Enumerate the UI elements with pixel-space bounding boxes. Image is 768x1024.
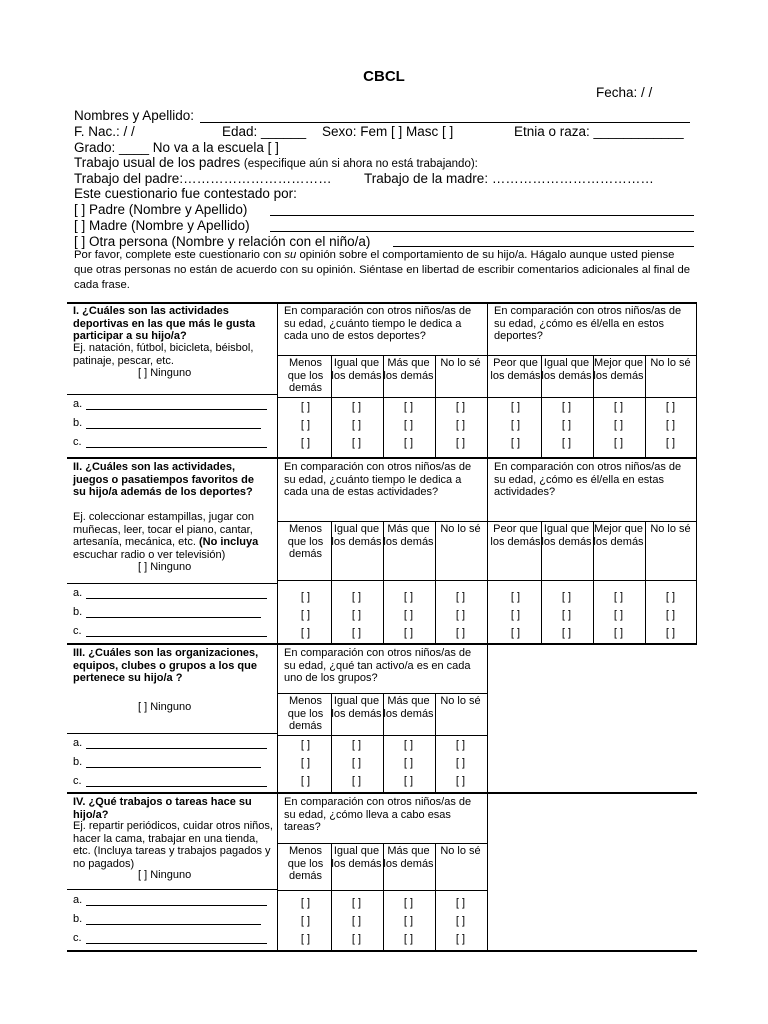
answer-line-b[interactable]	[86, 617, 261, 618]
section-title: I. ¿Cuáles son las actividades deportivas en las que más le gusta participar a su hijo/a?	[73, 305, 256, 342]
table-bottom-rule	[67, 950, 697, 952]
answer-line-c[interactable]	[86, 636, 267, 637]
header-rule	[278, 735, 487, 736]
rating-checkbox[interactable]: [ ]	[561, 401, 572, 413]
rating-checkbox[interactable]: [ ]	[300, 757, 311, 769]
header-rule	[488, 355, 696, 356]
rating-checkbox[interactable]: [ ]	[300, 933, 311, 945]
edad-field[interactable]: Edad: ______	[222, 124, 307, 139]
otra-line[interactable]	[393, 246, 694, 247]
section-title: IV. ¿Qué trabajos o tareas hace su hijo/a?	[73, 796, 252, 821]
rating-checkbox[interactable]: [ ]	[665, 609, 676, 621]
trabajo-madre-field[interactable]: Trabajo de la madre: ………………………………	[364, 171, 654, 186]
rating-checkbox[interactable]: [ ]	[351, 757, 362, 769]
comparison-question: En comparación con otros niños/as de su edad, ¿qué tan activo/a es en cada uno de los grupos?	[284, 647, 472, 684]
answer-line-b[interactable]	[86, 767, 261, 768]
column-header-igual: Igual que los demás	[331, 357, 382, 382]
rating-checkbox[interactable]: [ ]	[561, 419, 572, 431]
rating-checkbox[interactable]: [ ]	[510, 609, 521, 621]
rating-checkbox[interactable]: [ ]	[561, 437, 572, 449]
rating-checkbox[interactable]: [ ]	[455, 915, 466, 927]
fnac-field[interactable]: F. Nac.: / /	[74, 124, 135, 139]
rating-checkbox[interactable]: [ ]	[300, 897, 311, 909]
etnia-field[interactable]: Etnia o raza: ____________	[514, 124, 684, 139]
rating-checkbox[interactable]: [ ]	[510, 401, 521, 413]
rating-checkbox[interactable]: [ ]	[455, 401, 466, 413]
rating-checkbox[interactable]: [ ]	[351, 609, 362, 621]
answer-line-b[interactable]	[86, 924, 261, 925]
section-divider	[67, 457, 697, 459]
rating-checkbox[interactable]: [ ]	[300, 739, 311, 751]
item-label-c: c.	[73, 436, 82, 448]
rating-checkbox[interactable]: [ ]	[455, 591, 466, 603]
rating-checkbox[interactable]: [ ]	[613, 627, 624, 639]
rating-checkbox[interactable]: [ ]	[403, 897, 414, 909]
rating-checkbox[interactable]: [ ]	[351, 915, 362, 927]
item-label-b: b.	[73, 756, 83, 768]
column-header-igual: Igual que los demás	[541, 357, 592, 382]
column-header-menos: Menos que los demás	[287, 695, 324, 732]
rating-checkbox[interactable]: [ ]	[351, 739, 362, 751]
rating-checkbox[interactable]: [ ]	[351, 933, 362, 945]
answer-line-a[interactable]	[86, 409, 267, 410]
item-label-a: a.	[73, 894, 83, 906]
rating-checkbox[interactable]: [ ]	[455, 627, 466, 639]
column-header-mas: Más que los demás	[383, 845, 434, 870]
column-header-menos: Menos que los demás	[287, 357, 324, 394]
rating-checkbox[interactable]: [ ]	[300, 915, 311, 927]
rating-checkbox[interactable]: [ ]	[403, 591, 414, 603]
rating-checkbox[interactable]: [ ]	[510, 591, 521, 603]
rating-checkbox[interactable]: [ ]	[300, 609, 311, 621]
rating-checkbox[interactable]: [ ]	[665, 627, 676, 639]
rating-checkbox[interactable]: [ ]	[455, 897, 466, 909]
rating-checkbox[interactable]: [ ]	[665, 401, 676, 413]
table-top-rule	[67, 302, 697, 304]
rating-checkbox[interactable]: [ ]	[403, 775, 414, 787]
column-header-nolo: No lo sé	[650, 523, 691, 535]
column-header-peor: Peor que los demás	[490, 357, 541, 382]
contestado-label: Este cuestionario fue contestado por:	[74, 186, 297, 201]
cell-divider	[645, 521, 646, 643]
rating-checkbox[interactable]: [ ]	[455, 933, 466, 945]
answer-line-b[interactable]	[86, 428, 261, 429]
header-rule	[278, 890, 487, 891]
header-rule	[278, 397, 487, 398]
section-example: Ej. repartir periódicos, cuidar otros niños, hacer la cama, trabajar en una tienda, etc. (Incluya tareas y trabajos pagados y no pagados)	[73, 820, 273, 870]
rating-checkbox[interactable]: [ ]	[403, 419, 414, 431]
rating-checkbox[interactable]: [ ]	[613, 591, 624, 603]
rating-checkbox[interactable]: [ ]	[455, 419, 466, 431]
column-header-mejor: Mejor que los demás	[593, 357, 644, 382]
rating-checkbox[interactable]: [ ]	[351, 437, 362, 449]
column-header-menos: Menos que los demás	[287, 523, 324, 560]
comparison-question: En comparación con otros niños/as de su edad, ¿cómo es él/ella en estos deportes?	[494, 305, 682, 342]
rating-checkbox[interactable]: [ ]	[403, 933, 414, 945]
otra-option[interactable]: [ ] Otra persona (Nombre y relación con el niño/a)	[74, 234, 371, 249]
item-label-c: c.	[73, 625, 82, 637]
rating-checkbox[interactable]: [ ]	[351, 419, 362, 431]
header-rule	[488, 521, 696, 522]
rating-checkbox[interactable]: [ ]	[510, 419, 521, 431]
rating-checkbox[interactable]: [ ]	[613, 401, 624, 413]
sexo-field[interactable]: Sexo: Fem [ ] Masc [ ]	[322, 124, 454, 139]
item-label-a: a.	[73, 398, 83, 410]
rating-checkbox[interactable]: [ ]	[300, 401, 311, 413]
column-header-nolo: No lo sé	[440, 845, 481, 857]
rating-checkbox[interactable]: [ ]	[561, 609, 572, 621]
comparison-question: En comparación con otros niños/as de su edad, ¿cómo lleva a cabo esas tareas?	[284, 796, 472, 833]
section-example: Ej. coleccionar estampillas, jugar con muñecas, leer, tocar el piano, cantar, artesanía, mecánica, etc. (No incluya escuchar radio o ver televisión)	[73, 511, 259, 561]
column-divider	[487, 303, 488, 951]
rating-checkbox[interactable]: [ ]	[403, 915, 414, 927]
rating-checkbox[interactable]: [ ]	[665, 419, 676, 431]
cell-divider	[435, 521, 436, 643]
rating-checkbox[interactable]: [ ]	[613, 437, 624, 449]
section-title: III. ¿Cuáles son las organizaciones, equipos, clubes o grupos a los que pertenece su hijo/a ?	[73, 647, 259, 684]
rating-checkbox[interactable]: [ ]	[300, 591, 311, 603]
rating-checkbox[interactable]: [ ]	[300, 419, 311, 431]
intro-text: Por favor, complete este cuestionario con su opinión sobre el comportamiento de su hijo/a. Hágalo aunque usted piense que otras personas no están de acuerdo con su opinión. Siéntase en libertad de escribir comentarios adicionales al final de cada frase.	[74, 249, 691, 291]
column-divider	[696, 303, 697, 644]
rating-checkbox[interactable]: [ ]	[455, 775, 466, 787]
rating-checkbox[interactable]: [ ]	[403, 437, 414, 449]
answer-line-c[interactable]	[86, 786, 267, 787]
rating-checkbox[interactable]: [ ]	[403, 627, 414, 639]
trabajo-usual-label: Trabajo usual de los padres (especifique aún si ahora no está trabajando):	[74, 155, 478, 170]
rating-checkbox[interactable]: [ ]	[351, 401, 362, 413]
column-header-igual: Igual que los demás	[331, 845, 382, 870]
trabajo-padre-field[interactable]: Trabajo del padre:……………………………	[74, 171, 332, 186]
rating-checkbox[interactable]: [ ]	[351, 775, 362, 787]
column-header-mas: Más que los demás	[383, 695, 434, 720]
left-rule	[67, 394, 278, 395]
item-label-a: a.	[73, 587, 83, 599]
item-label-b: b.	[73, 913, 83, 925]
fecha-field[interactable]: Fecha: / /	[596, 85, 653, 100]
rating-checkbox[interactable]: [ ]	[613, 609, 624, 621]
section-divider	[67, 792, 697, 794]
ninguno-checkbox[interactable]: [ ] Ninguno	[138, 701, 192, 713]
rating-checkbox[interactable]: [ ]	[613, 419, 624, 431]
column-header-nolo: No lo sé	[440, 523, 481, 535]
left-rule	[67, 583, 278, 584]
nombres-label: Nombres y Apellido:	[74, 108, 195, 123]
padre-line[interactable]	[270, 215, 694, 216]
rating-checkbox[interactable]: [ ]	[561, 627, 572, 639]
ninguno-checkbox[interactable]: [ ] Ninguno	[138, 869, 192, 881]
left-rule	[67, 889, 278, 890]
header-rule	[278, 580, 487, 581]
rating-checkbox[interactable]: [ ]	[300, 437, 311, 449]
answer-line-a[interactable]	[86, 905, 267, 906]
rating-checkbox[interactable]: [ ]	[510, 437, 521, 449]
comparison-question: En comparación con otros niños/as de su edad, ¿cuánto tiempo le dedica a cada una de estas actividades?	[284, 461, 472, 498]
nombres-line[interactable]	[200, 122, 690, 123]
item-label-b: b.	[73, 417, 83, 429]
rating-checkbox[interactable]: [ ]	[351, 897, 362, 909]
ninguno-checkbox[interactable]: [ ] Ninguno	[138, 367, 192, 379]
answer-line-c[interactable]	[86, 943, 267, 944]
rating-checkbox[interactable]: [ ]	[351, 591, 362, 603]
rating-checkbox[interactable]: [ ]	[351, 627, 362, 639]
rating-checkbox[interactable]: [ ]	[300, 627, 311, 639]
column-header-mas: Más que los demás	[383, 523, 434, 548]
rating-checkbox[interactable]: [ ]	[455, 437, 466, 449]
column-header-nolo: No lo sé	[440, 695, 481, 707]
padre-option[interactable]: [ ] Padre (Nombre y Apellido)	[74, 202, 248, 217]
comparison-question: En comparación con otros niños/as de su edad, ¿cuánto tiempo le dedica a cada uno de estos deportes?	[284, 305, 472, 342]
rating-checkbox[interactable]: [ ]	[300, 775, 311, 787]
comparison-question: En comparación con otros niños/as de su edad, ¿cómo es él/ella en estas actividades?	[494, 461, 682, 498]
column-header-nolo: No lo sé	[650, 357, 691, 369]
section-divider	[67, 643, 697, 645]
answer-line-c[interactable]	[86, 447, 267, 448]
column-header-menos: Menos que los demás	[287, 845, 324, 882]
answer-line-a[interactable]	[86, 598, 267, 599]
item-label-c: c.	[73, 932, 82, 944]
left-rule	[67, 733, 278, 734]
rating-checkbox[interactable]: [ ]	[455, 609, 466, 621]
column-header-nolo: No lo sé	[440, 357, 481, 369]
rating-checkbox[interactable]: [ ]	[455, 757, 466, 769]
rating-checkbox[interactable]: [ ]	[665, 437, 676, 449]
rating-checkbox[interactable]: [ ]	[665, 591, 676, 603]
column-header-mas: Más que los demás	[383, 357, 434, 382]
header-rule	[488, 580, 696, 581]
header-rule	[488, 397, 696, 398]
ninguno-checkbox[interactable]: [ ] Ninguno	[138, 561, 192, 573]
rating-checkbox[interactable]: [ ]	[403, 739, 414, 751]
section-example: Ej. natación, fútbol, bicicleta, béisbol, patinaje, pescar, etc.	[73, 342, 254, 367]
column-header-igual: Igual que los demás	[331, 523, 382, 548]
rating-checkbox[interactable]: [ ]	[403, 757, 414, 769]
item-label-b: b.	[73, 606, 83, 618]
madre-line[interactable]	[270, 231, 694, 232]
answer-line-a[interactable]	[86, 748, 267, 749]
page-title: CBCL	[363, 68, 405, 85]
madre-option[interactable]: [ ] Madre (Nombre y Apellido)	[74, 218, 250, 233]
column-header-igual: Igual que los demás	[541, 523, 592, 548]
rating-checkbox[interactable]: [ ]	[403, 609, 414, 621]
rating-checkbox[interactable]: [ ]	[403, 401, 414, 413]
rating-checkbox[interactable]: [ ]	[510, 627, 521, 639]
item-label-c: c.	[73, 775, 82, 787]
column-header-mejor: Mejor que los demás	[593, 523, 644, 548]
column-header-igual: Igual que los demás	[331, 695, 382, 720]
column-header-peor: Peor que los demás	[490, 523, 541, 548]
section-title: II. ¿Cuáles son las actividades, juegos o pasatiempos favoritos de su hijo/a además de los deportes?	[73, 461, 254, 498]
item-label-a: a.	[73, 737, 83, 749]
grado-field[interactable]: Grado: ____ No va a la escuela [ ]	[74, 140, 279, 155]
rating-checkbox[interactable]: [ ]	[561, 591, 572, 603]
column-divider	[277, 303, 278, 951]
rating-checkbox[interactable]: [ ]	[455, 739, 466, 751]
